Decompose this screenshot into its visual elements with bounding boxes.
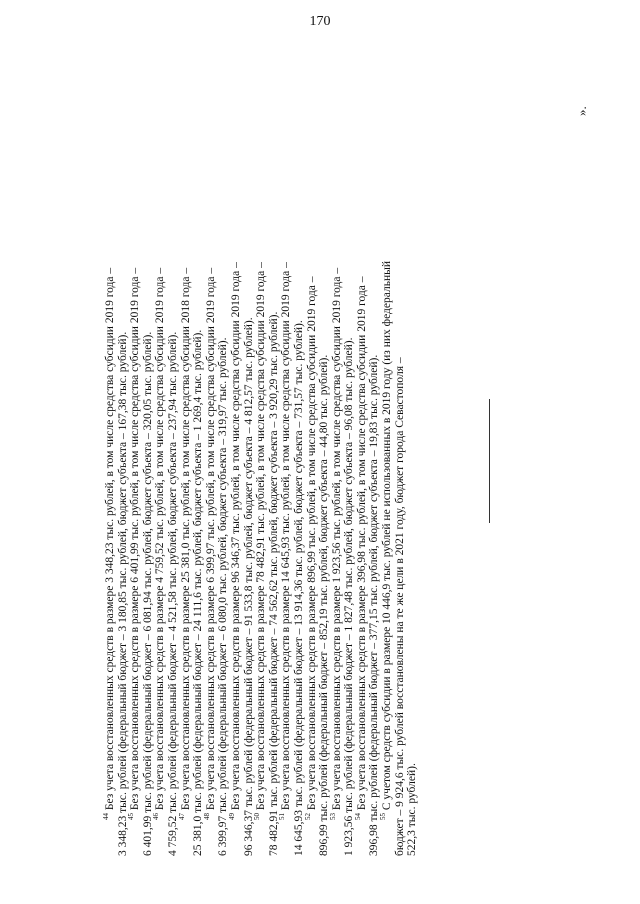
footnote-number: 47 bbox=[177, 813, 186, 820]
footnote-53 bbox=[328, 86, 356, 856]
footnote-51 bbox=[280, 86, 305, 856]
footnote-number: 50 bbox=[253, 813, 262, 820]
footnote-first-line bbox=[280, 86, 293, 856]
footnote-first-line bbox=[129, 86, 142, 856]
footnote-number: 46 bbox=[152, 813, 161, 820]
footnote-first-line bbox=[177, 86, 193, 856]
footnote-first-line bbox=[381, 86, 394, 856]
footnote-44 bbox=[104, 86, 129, 856]
footnote-first-line bbox=[356, 86, 369, 856]
footnote-number: 54 bbox=[354, 813, 363, 820]
footnote-text: Без учета восстановленных средств в размере 4 759,52 тыс. рублей, в том числе средства субсидии 2019 года – bbox=[154, 267, 167, 811]
footnote-text: Без учета восстановленных средств в размере 1 923,56 тыс. рублей, в том числе средства субсидии 2019 года – bbox=[330, 267, 343, 811]
footnote-text: Без учета восстановленных средств в размере 25 381,0 тыс. рублей, в том числе средства субсидии 2018 года – bbox=[179, 267, 192, 811]
footnote-text: Без учета восстановленных средств в размере 96 346,37 тыс. рублей, в том числе средства субсидии 2019 года – bbox=[229, 262, 242, 811]
footnote-52 bbox=[303, 86, 331, 856]
page-number: 170 bbox=[309, 14, 331, 29]
footnote-number: 44 bbox=[102, 813, 111, 820]
footnote-text: Без учета восстановленных средств в размере 6 401,99 тыс. рублей, в том числе средства субсидии 2019 года – bbox=[129, 267, 142, 811]
footnote-list bbox=[104, 86, 419, 856]
footnote-first-line bbox=[255, 86, 268, 856]
footnote-text: С учетом средств субсидии в размере 10 446,9 тыс. рублей не использованных в 2019 году (из них федеральный bbox=[381, 261, 394, 811]
footnote-50 bbox=[255, 86, 280, 856]
footnote-first-line bbox=[104, 86, 117, 856]
footnote-continuation: 896,99 тыс. рублей (федеральный бюджет – 852,19 тыс. рублей, бюджет субъекта – 44,80 тыс. рублей). bbox=[318, 354, 331, 856]
footnote-continuation: 6 401,99 тыс. рублей (федеральный бюджет – 6 081,94 тыс. рублей, бюджет субъекта – 320,05 тыс. рублей). bbox=[141, 331, 154, 856]
footnote-text: Без учета восстановленных средств в размере 14 645,93 тыс. рублей, в том числе средства субсидии 2019 года – bbox=[280, 262, 293, 811]
footnote-49 bbox=[230, 86, 255, 856]
footnote-54 bbox=[356, 86, 381, 856]
footnote-number: 52 bbox=[303, 813, 312, 820]
footnote-continuation: 4 759,52 тыс. рублей (федеральный бюджет – 4 521,58 тыс. рублей, бюджет субъекта – 237,94 тыс. рублей). bbox=[166, 331, 179, 856]
footnote-continuation: 14 645,93 тыс. рублей (федеральный бюджет – 13 914,36 тыс. рублей, бюджет субъекта – 731,57 тыс. рублей). bbox=[292, 320, 305, 856]
footnote-first-line bbox=[154, 86, 167, 856]
footnote-separator-line bbox=[489, 399, 490, 523]
footnote-first-line bbox=[303, 86, 319, 856]
footnote-text: Без учета восстановленных средств в размере 6 399,97 тыс. рублей, в том числе средства субсидии 2019 года – bbox=[204, 267, 217, 811]
footnote-text: Без учета восстановленных средств в размере 396,98 тыс. рублей, в том числе средства субсидии 2019 года – bbox=[355, 276, 368, 811]
footnote-continuation: 3 348,23 тыс. рублей (федеральный бюджет – 3 180,85 тыс. рублей, бюджет субъекта – 167,38 тыс. рублей). bbox=[116, 331, 129, 856]
footnote-continuation: 25 381,0 тыс. рублей (федеральный бюджет – 24 111,6 тыс. рублей, бюджет субъекта – 1 269,4 тыс. рублей). bbox=[192, 329, 205, 856]
footnote-continuation: 96 346,37 тыс. рублей (федеральный бюджет – 91 533,8 тыс. рублей, бюджет субъекта – 4 812,57 тыс. рублей). bbox=[242, 317, 255, 856]
footnote-45 bbox=[129, 86, 154, 856]
footnote-continuation: 522,3 тыс. рублей). bbox=[406, 763, 419, 856]
footnote-continuation: 78 482,91 тыс. рублей (федеральный бюджет – 74 562,62 тыс. рублей, бюджет субъекта – 3 920,29 тыс. рублей). bbox=[267, 311, 280, 856]
footnote-46 bbox=[154, 86, 179, 856]
footnote-number: 51 bbox=[278, 813, 287, 820]
footnote-number: 55 bbox=[379, 813, 388, 820]
footnote-first-line bbox=[328, 86, 344, 856]
rotated-footnotes-block bbox=[102, 56, 589, 856]
footnote-continuation: 6 399,97 тыс. рублей (федеральный бюджет – 6 080,0 тыс. рублей, бюджет субъекта – 319,97 тыс. рублей). bbox=[217, 337, 230, 856]
footnote-48 bbox=[202, 86, 230, 856]
footnote-continuation: бюджет – 9 924,6 тыс. рублей восстановлены на те же цели в 2021 году, бюджет города Севастополя – bbox=[393, 357, 406, 856]
footnote-number: 45 bbox=[127, 813, 136, 820]
closing-quote: ». bbox=[574, 106, 589, 116]
footnote-47 bbox=[177, 86, 205, 856]
footnote-first-line bbox=[230, 86, 243, 856]
footnote-text: Без учета восстановленных средств в размере 3 348,23 тыс. рублей, в том числе средства субсидии 2019 года – bbox=[104, 267, 116, 811]
footnote-55 bbox=[381, 86, 419, 856]
footnote-number: 48 bbox=[202, 813, 211, 820]
footnote-number: 53 bbox=[328, 813, 337, 820]
footnote-first-line bbox=[202, 86, 218, 856]
footnote-continuation: 396,98 тыс. рублей (федеральный бюджет – 377,15 тыс. рублей, бюджет субъекта – 19,83 тыс. рублей). bbox=[368, 354, 381, 856]
footnote-text: Без учета восстановленных средств в размере 78 482,91 тыс. рублей, в том числе средства субсидии 2019 года – bbox=[255, 262, 268, 811]
footnote-continuation: 1 923,56 тыс. рублей (федеральный бюджет – 1 827,48 тыс. рублей, бюджет субъекта – 96,08 тыс. рублей). bbox=[343, 337, 356, 856]
footnote-text: Без учета восстановленных средств в размере 896,99 тыс. рублей, в том числе средства субсидии 2019 года – bbox=[305, 276, 318, 811]
footnote-number: 49 bbox=[228, 813, 237, 820]
